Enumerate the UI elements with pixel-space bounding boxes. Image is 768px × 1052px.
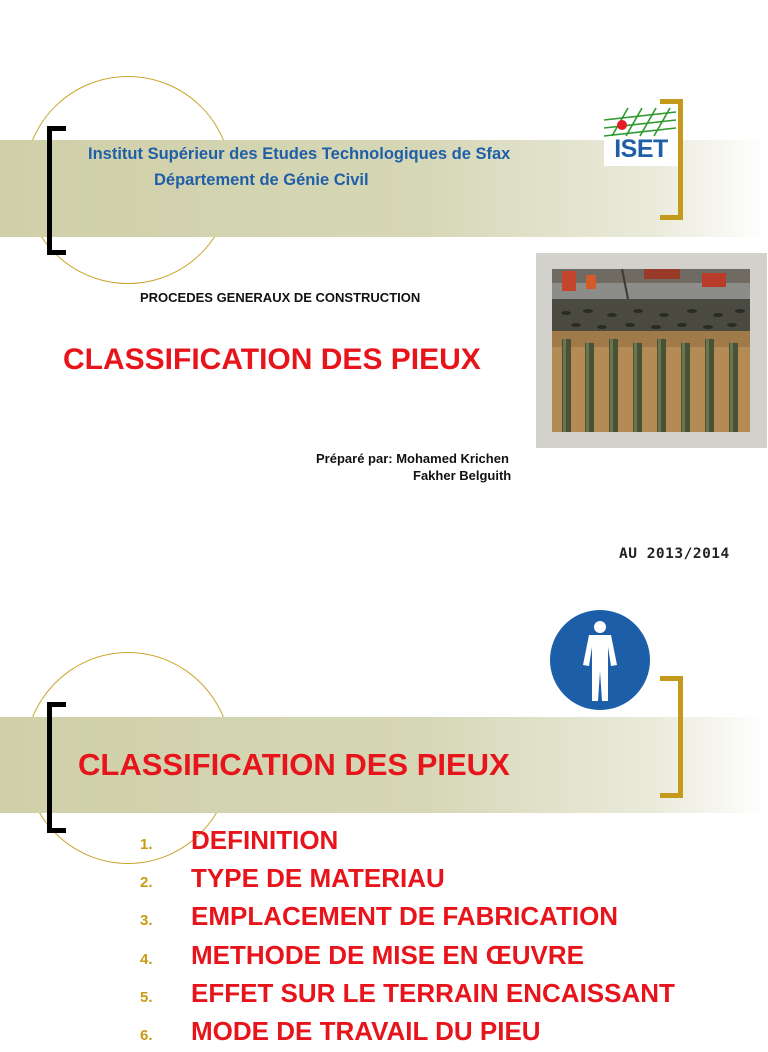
prepared-by-label: Préparé par: [316,451,393,466]
list-number: 2. [140,874,153,892]
list-number: 5. [140,988,153,1006]
pile-foundation-photo [552,269,750,432]
department-name: Département de Génie Civil [154,171,369,189]
slide-title: CLASSIFICATION DES PIEUX [63,343,481,376]
institute-name: Institut Supérieur des Etudes Technologiques de Sfax [88,145,511,163]
list-label: MODE DE TRAVAIL DU PIEU [191,1015,541,1046]
iset-logo [602,106,678,168]
prepared-by [316,451,509,466]
slide-title: CLASSIFICATION DES PIEUX [78,747,510,782]
list-label: DEFINITION [191,825,339,855]
author-name: Mohamed Krichen [396,451,509,466]
iset-logo-text: ISET [614,135,668,163]
list-label: EMPLACEMENT DE FABRICATION [191,901,619,932]
list-number: 6. [140,1026,153,1044]
list-label: METHODE DE MISE EN ŒUVRE [191,939,584,970]
outline-slide [0,590,768,1046]
list-number: 3. [140,912,153,930]
list-label: TYPE DE MATERIAU [191,863,445,894]
right-bracket [660,676,683,798]
course-subject: PROCEDES GENERAUX DE CONSTRUCTION [140,290,421,305]
left-bracket [47,702,66,833]
protective-clothing-sign-icon [545,605,655,715]
list-number: 4. [140,950,153,968]
left-bracket [47,126,66,255]
author-name: Fakher Belguith [413,468,512,483]
list-label: EFFET SUR LE TERRAIN ENCAISSANT [191,977,675,1008]
academic-year: AU 2013/2014 [619,546,730,562]
photo-frame [536,253,767,448]
list-number: 1. [140,836,153,853]
